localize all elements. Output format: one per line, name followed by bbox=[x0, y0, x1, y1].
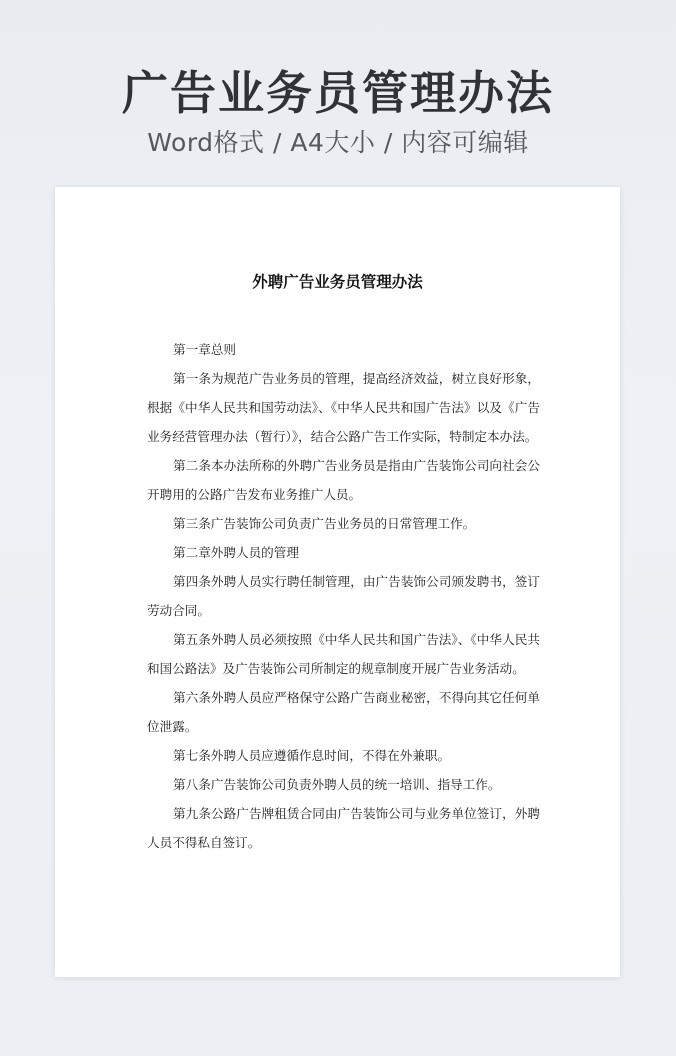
article-6: 第六条外聘人员应严格保守公路广告商业秘密，不得向其它任何单位泄露。 bbox=[147, 690, 540, 734]
chapter-2-heading: 第二章外聘人员的管理 bbox=[173, 545, 299, 560]
document-title: 外聘广告业务员管理办法 bbox=[252, 273, 423, 291]
article-5: 第五条外聘人员必须按照《中华人民共和国广告法》、《中华人民共和国公路法》及广告装饰公司所制定的规章制度开展广告业务活动。 bbox=[147, 632, 540, 676]
article-9: 第九条公路广告牌租赁合同由广告装饰公司与业务单位签订，外聘人员不得私自签订。 bbox=[147, 806, 540, 850]
document-body bbox=[147, 335, 540, 857]
article-3: 第三条广告装饰公司负责广告业务员的日常管理工作。 bbox=[173, 516, 476, 531]
article-2: 第二条本办法所称的外聘广告业务员是指由广告装饰公司向社会公开聘用的公路广告发布业务推广人员。 bbox=[147, 458, 540, 502]
banner bbox=[0, 62, 676, 160]
chapter-1-heading: 第一章总则 bbox=[173, 342, 236, 357]
article-8: 第八条广告装饰公司负责外聘人员的统一培训、指导工作。 bbox=[173, 777, 501, 792]
article-1: 第一条为规范广告业务员的管理，提高经济效益，树立良好形象，根据《中华人民共和国劳动法》、《中华人民共和国广告法》以及《广告业务经营管理办法（暂行）》，结合公路广告工作实际，特制定本办法。 bbox=[147, 371, 540, 444]
document-page bbox=[55, 187, 620, 977]
article-7: 第七条外聘人员应遵循作息时间，不得在外兼职。 bbox=[173, 748, 451, 763]
banner-subtitle: Word格式 / A4大小 / 内容可编辑 bbox=[147, 128, 529, 157]
article-4: 第四条外聘人员实行聘任制管理，由广告装饰公司颁发聘书，签订劳动合同。 bbox=[147, 574, 540, 618]
banner-title: 广告业务员管理办法 bbox=[122, 66, 554, 120]
